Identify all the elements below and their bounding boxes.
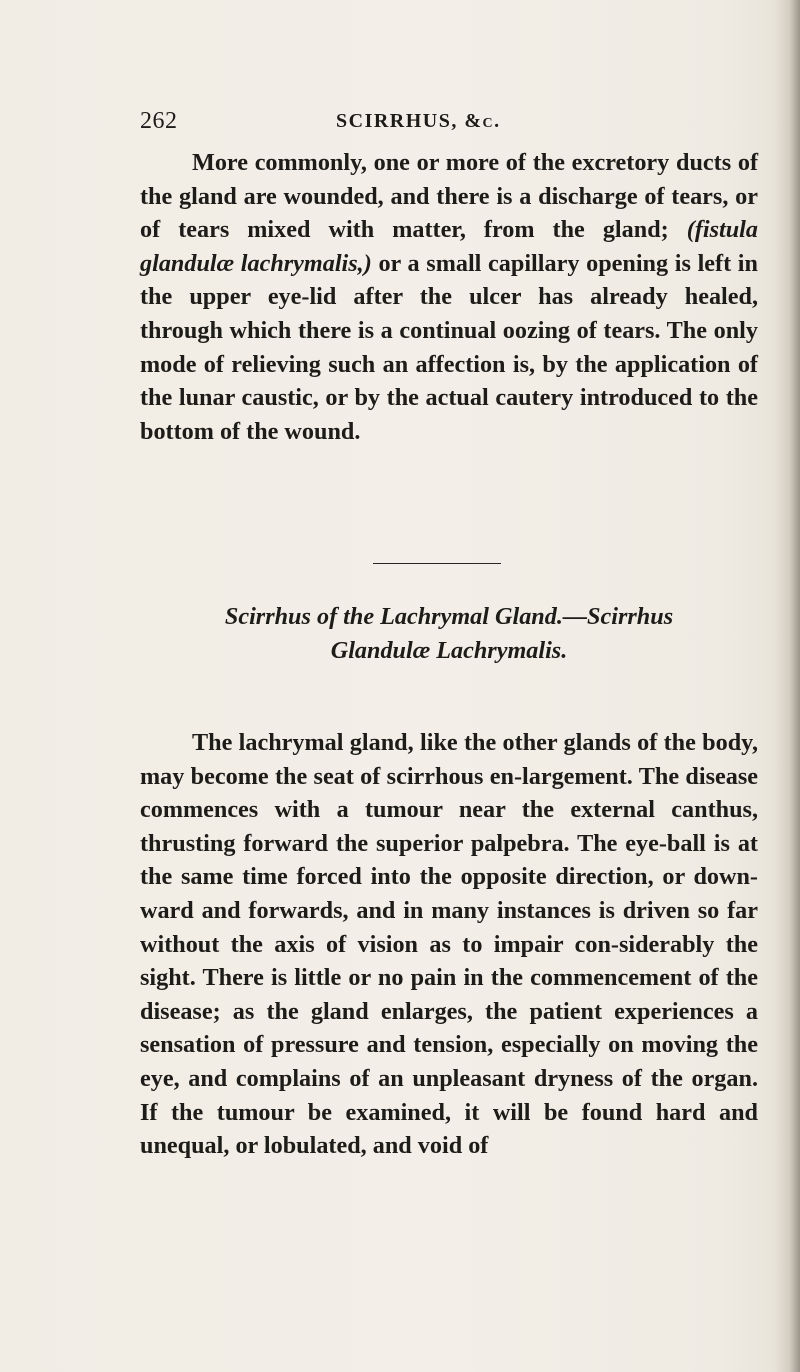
- page-header: [140, 108, 760, 138]
- paragraph-text: or a small capillary opening is left in the upper eye-lid after the ulcer has already healed, through which there is a continual oozing of tears. The only mode of relieving such an affection is, by the application of the lunar caustic, or by the actual cautery introduced to the bottom of the wound.: [140, 249, 758, 445]
- paragraph-text: More commonly, one or more of the excretory ducts of the gland are wounded, and there is a discharge of tears, or of tears mixed with matter, from the gland;: [140, 149, 758, 244]
- section-heading-line-1: Scirrhus of the Lachrymal Gland.—Scirrhus: [224, 603, 674, 630]
- page-edge-shadow: [774, 0, 800, 1372]
- paragraph-lachrymal-fistula: [140, 146, 758, 448]
- section-heading: [140, 600, 758, 667]
- paragraph-scirrhus: The lachrymal gland, like the other glands of the body, may become the seat of scirrhous en-largement. The disease commences with a tumour near the external canthus, thrusting forward the superior palpebra. The eye-ball is at the same time forced into the opposite direction, or down-ward and forwards, and in many instances is driven so far without the axis of vision as to impair con-siderably the sight. There is little or no pain in the commencement of the disease; as the gland enlarges, the patient experiences a sensation of pressure and tension, especially on moving the eye, and complains of an unpleasant dryness of the organ. If the tumour be examined, it will be found hard and unequal, or lobulated, and void of: [140, 729, 758, 1160]
- section-divider-rule: [373, 563, 501, 564]
- italic-latin-term: (fistula glandulæ lachrymalis,): [140, 216, 758, 277]
- section-heading-line-2: Glandulæ Lachrymalis.: [330, 636, 568, 664]
- running-head: SCIRRHUS, &c.: [336, 110, 501, 132]
- page-number: 262: [140, 108, 178, 134]
